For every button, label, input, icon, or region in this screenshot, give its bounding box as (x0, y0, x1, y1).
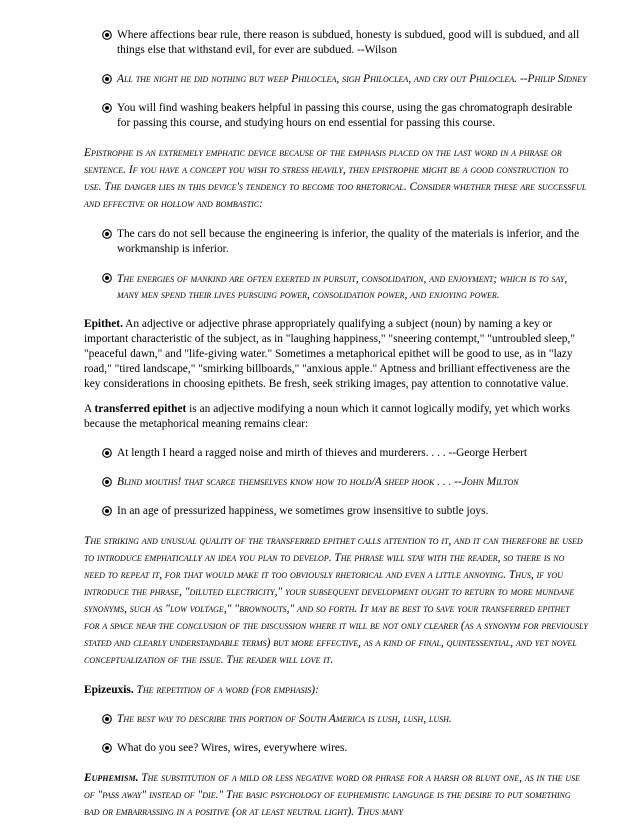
definition-text: The repetition of a word (for emphasis): (133, 684, 319, 696)
quote-text: What do you see? Wires, wires, everywhere wires. (117, 742, 348, 754)
quote-text: At length I heard a ragged noise and mirth of thieves and murderers. . . . --George Herbert (117, 447, 528, 459)
quote-cars (102, 227, 588, 257)
quote-milton (102, 475, 588, 490)
quote-text: Where affections bear rule, there reason is subdued, honesty is subdued, good will is subdued, and all things else that withstand evil, for ever are subdued. --Wilson (117, 29, 580, 56)
definition-text: The substitution of a mild or less negative word or phrase for a harsh or blunt one, as in the use of "pass away" instead of "die." The basic psychology of euphemistic language is the desire to put something bad or embarrassing in a positive (or at least neutral light). Thus many (84, 772, 581, 818)
quote-south-america (102, 712, 588, 727)
epizeuxis-definition (84, 683, 588, 698)
term-euphemism: Euphemism. (84, 772, 139, 784)
term-epizeuxis: Epizeuxis. (84, 684, 134, 696)
bullet-icon (102, 229, 112, 239)
transferred-epithet-note: The striking and unusual quality of the transferred epithet calls attention to it, and it can therefore be used to introduce emphatically an idea you plan to develop. The phrase will stay with the reader, so there is no need to repeat it, for that would make it too obviously rhetorical and even a little annoying. Thus, if you introduce the phrase, "diluted electricity," your subsequent development ought to return to more mundane synonyms, such as "low voltage," "brownouts," and so forth. It may be best to save your transferred epithet for a space near the conclusion of the discussion where it will be not only clearer (as a synonym for previously stated and clearly understandable terms) but more effective, as a kind of final, quintessential, and yet novel conceptualization of the issue. The reader will love it. (84, 535, 588, 666)
term-transferred-epithet: transferred epithet (94, 403, 187, 415)
bullet-icon (102, 743, 112, 753)
quote-mankind (102, 271, 588, 303)
quote-text: The energies of mankind are often exerted in pursuit, consolidation, and enjoyment; which is to say, many men spend their lives pursuing power, consolidation power, and enjoying power. (117, 273, 568, 301)
quote-text: You will find washing beakers helpful in passing this course, using the gas chromatograph desirable for passing this course, and studying hours on end essential for passing this course. (117, 102, 573, 129)
bullet-icon (102, 30, 112, 40)
bullet-icon (102, 273, 112, 283)
definition-text: is an adjective modifying a noun which it cannot logically modify, yet which works because the metaphorical meaning remains clear: (84, 403, 570, 430)
article-text: A (84, 403, 95, 415)
bullet-icon (102, 714, 112, 724)
quote-sidney (102, 72, 588, 87)
bullet-icon (102, 477, 112, 487)
quote-text: Blind mouths! that scarce themselves know how to hold/A sheep hook . . . --John Milton (117, 476, 519, 488)
epithet-definition (84, 317, 588, 392)
quote-text: The cars do not sell because the engineering is inferior, the quality of the materials is inferior, and the workmanship is inferior. (117, 228, 580, 255)
quote-wires (102, 741, 588, 756)
definition-text: An adjective or adjective phrase appropriately qualifying a subject (noun) by naming a key or important characteristic of the subject, as in "laughing happiness," "sneering contempt," "untroubled sleep," "peaceful dawn," and "life-giving water." Sometimes a metaphorical epithet will be good to use, as in "lazy road," "tired landscape," "smirking billboards," "anxious apple." Aptness and brilliant effectiveness are the key considerations in choosing epithets. Be fresh, seek striking images, pay attention to connotative value. (84, 318, 575, 390)
epistrophe-note: Epistrophe is an extremely emphatic device because of the emphasis placed on the last word in a phrase or sentence. If you have a concept you wish to stress heavily, then epistrophe might be a good construction to use. The danger lies in this device's tendency to become too rhetorical. Consider whether these are successful and effective or hollow and bombastic: (84, 147, 587, 210)
bullet-icon (102, 448, 112, 458)
term-epithet: Epithet. (84, 318, 123, 330)
quote-wilson (102, 28, 588, 58)
quote-text: The best way to describe this portion of South America is lush, lush, lush. (117, 713, 452, 725)
bullet-icon (102, 506, 112, 516)
bullet-icon (102, 74, 112, 84)
quote-pressurized (102, 504, 588, 519)
euphemism-definition (84, 770, 588, 821)
bullet-icon (102, 103, 112, 113)
transferred-epithet-definition (84, 402, 588, 432)
quote-herbert (102, 446, 588, 461)
quote-beakers (102, 101, 588, 131)
quote-text: All the night he did nothing but weep Philoclea, sigh Philoclea, and cry out Philoclea. --Philip Sidney (117, 73, 587, 85)
quote-text: In an age of pressurized happiness, we sometimes grow insensitive to subtle joys. (117, 505, 489, 517)
